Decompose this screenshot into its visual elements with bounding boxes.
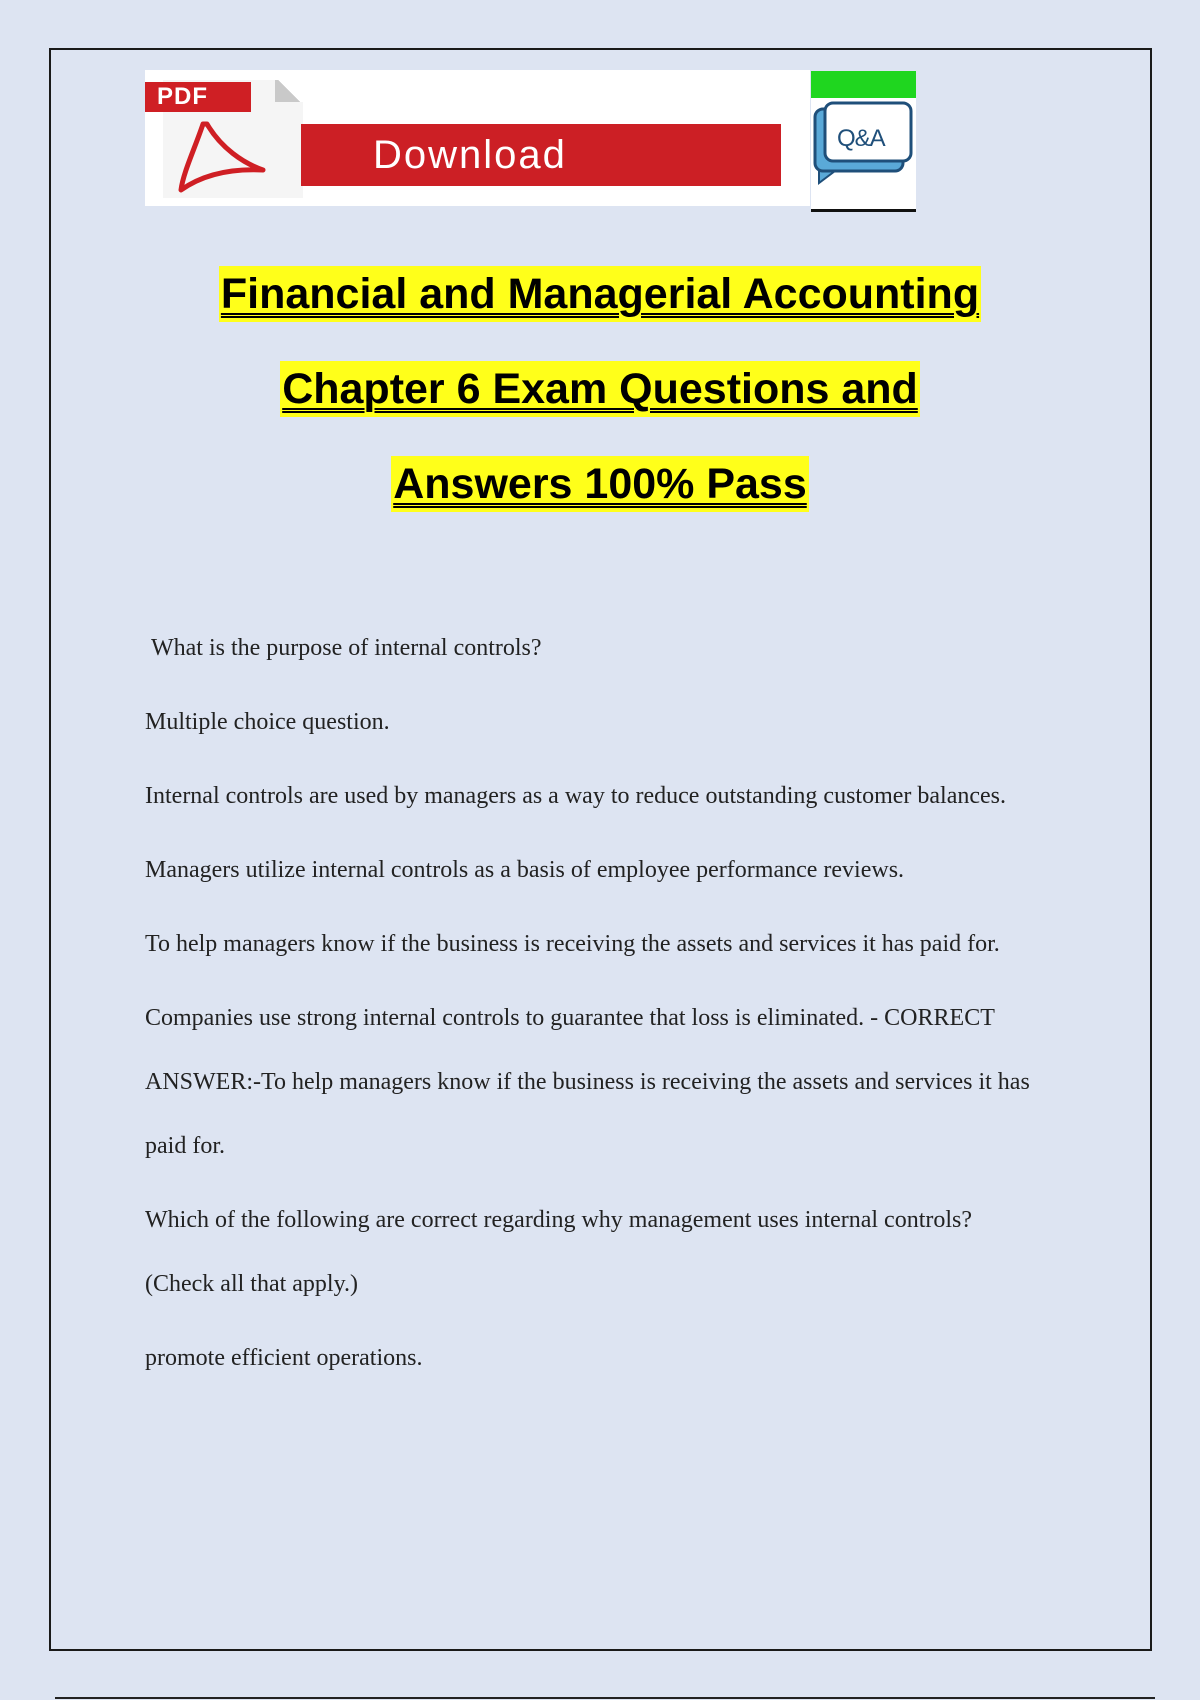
question-1-option-2: Managers utilize internal controls as a basis of employee performance reviews. [145,857,905,883]
pdf-label: PDF [145,82,251,112]
download-button[interactable] [301,124,781,186]
title-line-3: Answers 100% Pass [391,456,809,512]
question-1: What is the purpose of internal controls? [151,635,542,661]
qa-green-bar [811,71,916,98]
qa-label: Q&A [837,125,885,152]
document-title [90,247,1110,532]
footer-rule [55,1697,1155,1699]
document-body [145,616,1045,1390]
title-line-1: Financial and Managerial Accounting [219,266,981,322]
qa-bottom-bar [811,209,916,212]
download-label: Download [373,132,567,177]
qa-badge [811,71,916,212]
pdf-page-fold [275,80,303,102]
question-1-option-3: To help managers know if the business is receiving the assets and services it has paid for. [145,931,1000,957]
question-1-option-4-answer: Companies use strong internal controls to guarantee that loss is eliminated. - CORRECT ANSWER:-To help managers know if the business is receiving the assets and services it has paid for. [145,1005,1030,1159]
question-2-option-1: promote efficient operations. [145,1345,423,1371]
question-1-type: Multiple choice question. [145,709,390,735]
speech-bubble-icon [811,101,916,209]
acrobat-logo-icon [173,118,273,198]
title-line-2: Chapter 6 Exam Questions and [280,361,920,417]
question-1-option-1: Internal controls are used by managers as a way to reduce outstanding customer balances. [145,783,1007,809]
pdf-download-banner[interactable] [145,70,810,206]
question-2: Which of the following are correct regarding why management uses internal controls? (Check all that apply.) [145,1207,973,1297]
